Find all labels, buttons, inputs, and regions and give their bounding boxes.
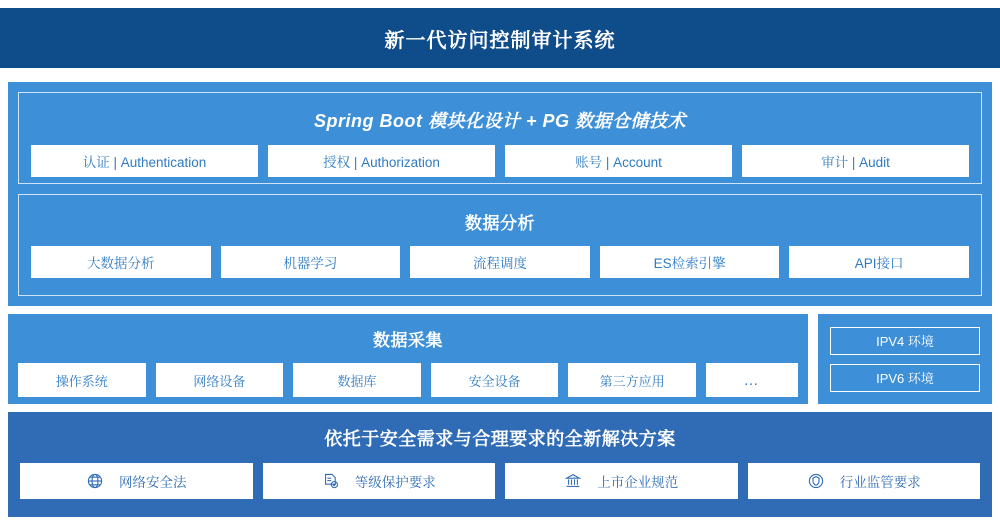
- compliance-item-listed-company-standard[interactable]: [505, 463, 738, 499]
- compliance-item-label: 网络安全法: [119, 475, 187, 490]
- shield-check-icon: [807, 472, 825, 490]
- compliance-panel: [8, 412, 992, 517]
- data-collection-heading: 数据采集: [373, 331, 443, 350]
- springboot-item-audit[interactable]: 审计 | Audit: [742, 145, 969, 177]
- page-title: 新一代访问控制审计系统: [384, 29, 616, 52]
- compliance-item-label: 行业监管要求: [839, 475, 921, 490]
- system-title-bar: [0, 8, 1000, 68]
- data-analysis-heading: 数据分析: [465, 214, 535, 233]
- analysis-item-workflow[interactable]: 流程调度: [410, 246, 590, 278]
- environment-item-ipv6[interactable]: IPV6 环境: [830, 364, 980, 392]
- environment-panel: [818, 314, 992, 404]
- compliance-item-cybersecurity-law[interactable]: [20, 463, 253, 499]
- globe-icon: [86, 472, 104, 490]
- compliance-item-row: [8, 463, 992, 499]
- analysis-item-es-search[interactable]: ES检索引擎: [600, 246, 780, 278]
- data-collection-item-row: [18, 363, 798, 397]
- springboot-item-authorization[interactable]: 授权 | Authorization: [268, 145, 495, 177]
- compliance-heading: 依托于安全需求与合理要求的全新解决方案: [324, 429, 676, 449]
- springboot-module-group: [18, 92, 982, 184]
- springboot-item-row: [31, 145, 969, 177]
- data-collection-panel: [8, 314, 808, 404]
- compliance-item-industry-regulation[interactable]: [748, 463, 981, 499]
- data-analysis-group: [18, 194, 982, 296]
- collection-item-network-device[interactable]: 网络设备: [156, 363, 284, 397]
- collection-item-more[interactable]: …: [706, 363, 798, 397]
- collection-item-third-party-app[interactable]: 第三方应用: [568, 363, 696, 397]
- document-check-icon: [322, 472, 340, 490]
- bank-icon: [564, 472, 582, 490]
- compliance-item-classified-protection[interactable]: [263, 463, 496, 499]
- springboot-item-account[interactable]: 账号 | Account: [505, 145, 732, 177]
- compliance-item-label: 上市企业规范: [597, 475, 679, 490]
- analysis-item-bigdata[interactable]: 大数据分析: [31, 246, 211, 278]
- collection-item-database[interactable]: 数据库: [293, 363, 421, 397]
- springboot-heading: Spring Boot 模块化设计 + PG 数据仓储技术: [313, 111, 686, 131]
- analysis-item-api[interactable]: API接口: [789, 246, 969, 278]
- environment-item-ipv4[interactable]: IPV4 环境: [830, 327, 980, 355]
- data-collection-group: [8, 314, 808, 404]
- compliance-item-label: 等级保护要求: [354, 475, 436, 490]
- springboot-item-authentication[interactable]: 认证 | Authentication: [31, 145, 258, 177]
- environment-group: [818, 314, 992, 404]
- platform-layer-panel: [8, 82, 992, 306]
- analysis-item-machine-learning[interactable]: 机器学习: [221, 246, 401, 278]
- collection-item-security-device[interactable]: 安全设备: [431, 363, 559, 397]
- data-analysis-item-row: [31, 246, 969, 278]
- collection-item-os[interactable]: 操作系统: [18, 363, 146, 397]
